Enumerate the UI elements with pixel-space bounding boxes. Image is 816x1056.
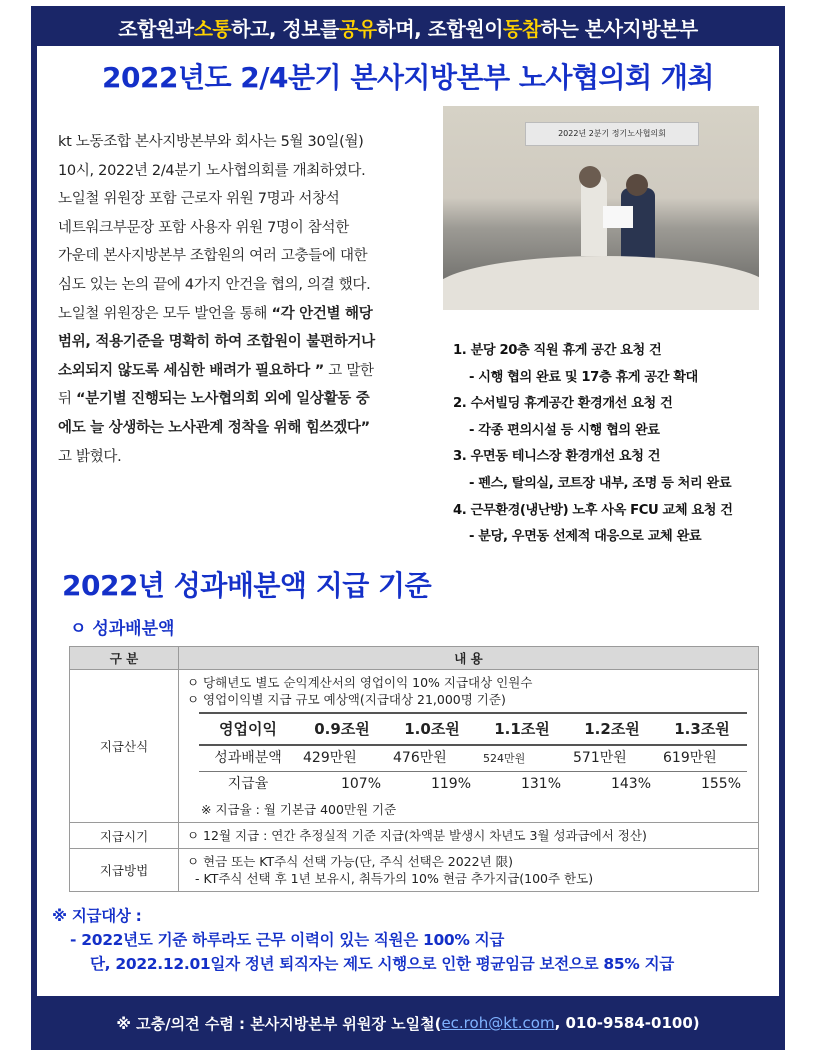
- profit-col: 1.2조원: [567, 713, 657, 745]
- method-line: ㅇ 현금 또는 KT주식 선택 가능(단, 주식 선택은 2022년 限): [187, 854, 514, 869]
- body-line: 가운데 본사지방본부 조합원의 여러 고충들에 대한: [58, 248, 368, 265]
- rate-note: ※ 지급율 : 월 기본급 400만원 기준: [201, 802, 397, 817]
- quote-text: “분기별 진행되는 노사협의회 외에 일상활동 중: [76, 391, 370, 408]
- footer-phone: , 010-9584-0100): [554, 1014, 700, 1032]
- col-header-content: 내 용: [179, 647, 759, 670]
- body-line: kt 노동조합 본사지방본부와 회사는 5월 30일(월): [58, 134, 364, 150]
- quote-text: “각 안건별 해당: [271, 305, 373, 322]
- col-header-category: 구 분: [70, 647, 179, 670]
- body-text: 고 말한: [324, 362, 374, 379]
- rate-cell: 143%: [610, 776, 651, 792]
- banner-highlight-3: 동참: [503, 16, 541, 41]
- amount-cell: 429만원: [297, 745, 387, 772]
- payment-target: [52, 904, 772, 976]
- quote-text: 범위, 적용기준을 명확히 하여 조합원이 불편하거나: [58, 334, 375, 351]
- footer-contact: [31, 996, 785, 1050]
- meeting-photo: [443, 106, 759, 310]
- calc-line: ㅇ 영업이익별 지급 규모 예상액(지급대상 21,000명 기준): [187, 692, 506, 707]
- profit-col: 1.3조원: [657, 713, 747, 745]
- top-banner: [31, 8, 785, 46]
- profit-col: 0.9조원: [297, 713, 387, 745]
- amount-cell: 524만원: [477, 745, 567, 772]
- rate-cell: 107%: [340, 776, 381, 792]
- agreement-document: [603, 206, 633, 228]
- person-right-head: [626, 174, 648, 196]
- quote-text: 소외되지 않도록 세심한 배려가 필요하다 ”: [58, 362, 324, 379]
- banner-text-2: 하고, 정보를: [231, 16, 339, 41]
- row-label-calc: 지급산식: [70, 670, 179, 823]
- bonus-title: 2022년 성과배분액 지급 기준: [62, 569, 432, 602]
- bonus-table: [69, 646, 759, 892]
- agenda-result: - 분당, 우면동 선제적 대응으로 교체 완료: [469, 529, 702, 545]
- article-title: 2022년도 2/4분기 본사지방본부 노사협의회 개최: [102, 61, 714, 94]
- rate-cell: 131%: [520, 776, 561, 792]
- bonus-table-header: [70, 647, 759, 670]
- agenda-result: - 각종 편의시설 등 시행 협의 완료: [469, 422, 660, 438]
- method-line: - KT주식 선택 후 1년 보유시, 취득가의 10% 현금 추가지급(100주 한도): [195, 871, 594, 886]
- profit-header: 영업이익: [199, 713, 297, 745]
- body-line: [58, 385, 430, 414]
- agenda-item: 2. 수서빌딩 휴게공간 환경개선 요청 건: [453, 396, 673, 412]
- row-label-rate: 지급율: [227, 776, 269, 792]
- banner-text-1: 조합원과: [118, 16, 194, 41]
- target-label: ※ 지급대상 :: [52, 907, 142, 925]
- agenda-item: 4. 근무환경(냉난방) 노후 사옥 FCU 교체 요청 건: [453, 502, 733, 518]
- row-label-timing: 지급시기: [70, 823, 179, 849]
- rate-cell: 155%: [700, 776, 741, 792]
- body-line: 10시, 2022년 2/4분기 노사협의회를 개최하였다.: [58, 162, 366, 179]
- amount-cell: 619만원: [657, 745, 747, 772]
- amount-cell: 571만원: [567, 745, 657, 772]
- photo-banner: 2022년 2분기 정기노사협의회: [525, 122, 699, 146]
- agenda-list: [453, 338, 773, 551]
- body-text: 노일철 위원장은 모두 발언을 통해: [58, 305, 272, 322]
- body-line: [58, 328, 430, 357]
- banner-text-4: 하는 본사지방본부: [540, 16, 698, 41]
- body-text: 뒤: [58, 391, 77, 408]
- method-content: [179, 849, 759, 892]
- article-body: [58, 128, 430, 471]
- body-line: [58, 357, 430, 386]
- body-line: 고 밝혔다.: [58, 448, 122, 465]
- profit-col: 1.1조원: [477, 713, 567, 745]
- table-row: [70, 823, 759, 849]
- timing-content: ㅇ 12월 지급 : 연간 추정실적 기준 지급(차액분 발생시 차년도 3월 성과급에서 정산): [179, 823, 759, 849]
- table-row: [70, 849, 759, 892]
- profit-col: 1.0조원: [387, 713, 477, 745]
- banner-text-3: 하며, 조합원이: [376, 16, 504, 41]
- body-line: 심도 있는 논의 끝에 4가지 안건을 협의, 의결 했다.: [58, 276, 371, 293]
- conference-table: [443, 256, 759, 310]
- footer-text: ※ 고충/의견 수렴 : 본사지방본부 위원장 노일철(: [116, 1014, 442, 1033]
- payout-table: [199, 712, 747, 797]
- row-label-amount: 성과배분액: [199, 745, 297, 772]
- quote-text: 에도 늘 상생하는 노사관계 정착을 위해 힘쓰겠다”: [58, 419, 370, 436]
- banner-highlight-1: 소통: [193, 16, 232, 41]
- target-line: - 2022년도 기준 하루라도 근무 이력이 있는 직원은 100% 지급: [70, 931, 505, 949]
- banner-highlight-2: 공유: [338, 16, 377, 41]
- body-line: [58, 300, 430, 329]
- row-label-method: 지급방법: [70, 849, 179, 892]
- table-row: [70, 670, 759, 823]
- body-line: [58, 414, 430, 443]
- agenda-item: 1. 분당 20층 직원 휴게 공간 요청 건: [453, 343, 662, 358]
- rate-cell: 119%: [430, 776, 471, 792]
- target-line: 단, 2022.12.01일자 정년 퇴직자는 제도 시행으로 인한 평균임금 보전으로 85% 지급: [90, 955, 674, 973]
- email-link[interactable]: ec.roh@kt.com: [441, 1014, 555, 1032]
- agenda-result: - 펜스, 탈의실, 코트장 내부, 조명 등 처리 완료: [469, 475, 732, 491]
- person-left-head: [579, 166, 601, 188]
- body-line: 노일철 위원장 포함 근로자 위원 7명과 서창석: [58, 191, 340, 208]
- agenda-result: - 시행 협의 완료 및 17층 휴게 공간 확대: [469, 369, 698, 385]
- calc-content: [179, 670, 759, 823]
- bonus-subtitle: ㅇ 성과배분액: [70, 619, 175, 639]
- body-line: 네트워크부문장 포함 사용자 위원 7명이 참석한: [58, 219, 349, 236]
- calc-line: ㅇ 당해년도 별도 순익계산서의 영업이익 10% 지급대상 인원수: [187, 675, 533, 690]
- agenda-item: 3. 우면동 테니스장 환경개선 요청 건: [453, 449, 661, 465]
- amount-cell: 476만원: [387, 745, 477, 772]
